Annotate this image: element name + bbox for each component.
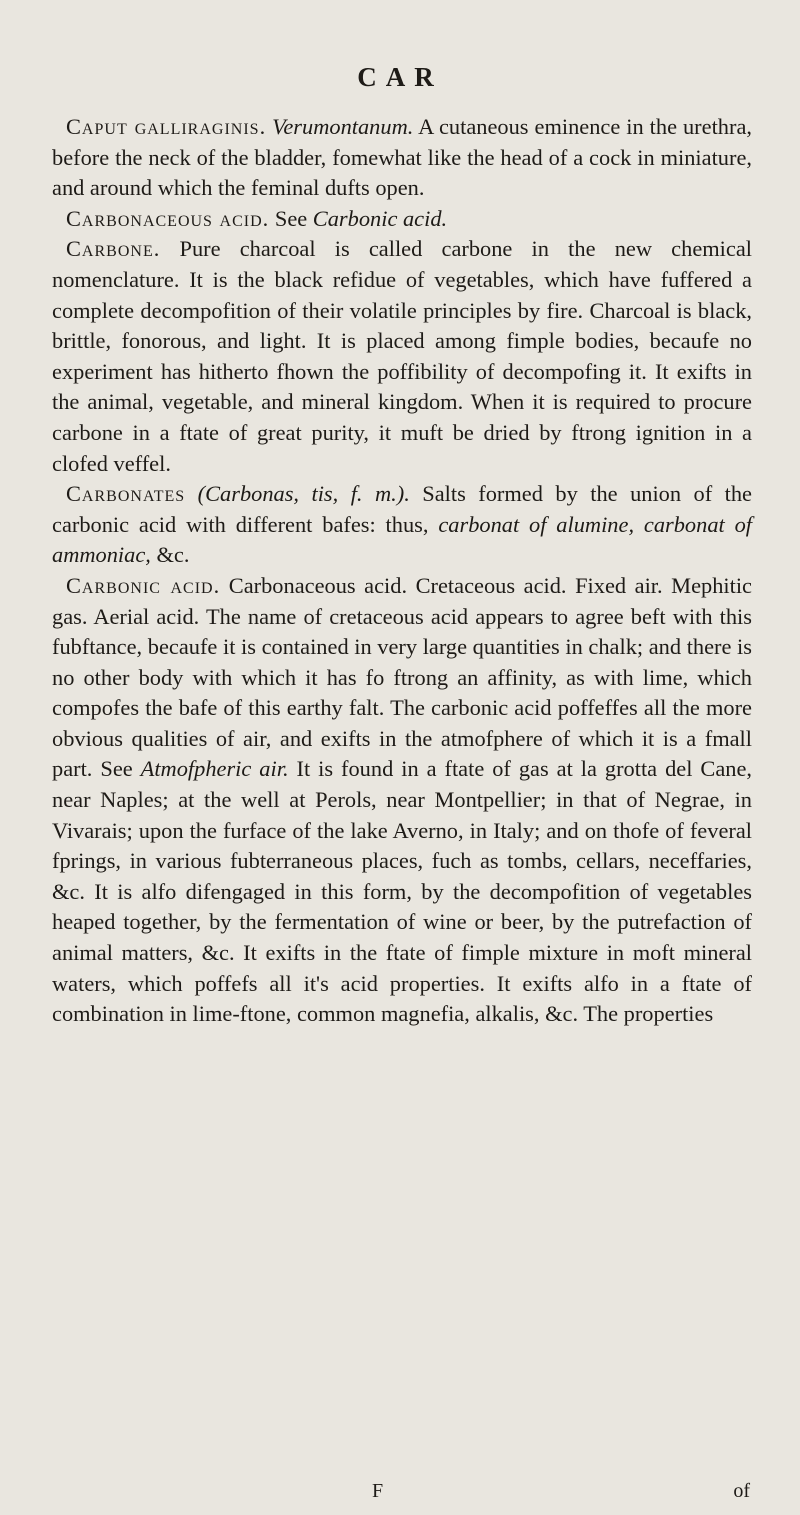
italic-examples: carbonat of alumine, carbonat of ammoniac, bbox=[52, 511, 753, 568]
definition-continued: It is found in a ftate of gas at la grotta del Cane, near Naples; at the well at Perols, near Montpellier; in that of Negrae, in Vivarais; upon the furface of the lake Averno, in Italy; and on thofe of feveral fprings, in various fubterraneous places, fuch as tombs, cellars, neceffaries, &c. It is alfo difengaged in this form, by the decompofition of vegetables heaped together, by the fermentation of wine or beer, by the putrefaction of animal matters, &c. It exifts in the ftate of fimple mixture in moft mineral waters, which poffefs all it's acid properties. It exifts alfo in a ftate of combination in lime-ftone, common magnefia, alkalis, &c. The properties bbox=[52, 756, 752, 1027]
definition: A cutaneous eminence in the urethra, before the neck of the bladder, fomewhat like the head of a cock in miniature, and around which the feminal dufts open. bbox=[52, 114, 752, 201]
page-footer bbox=[0, 1480, 800, 1510]
definition: Salts formed by the union of the carbonic acid with different bafes: thus, bbox=[52, 481, 752, 537]
headword: Carbonic acid. bbox=[66, 572, 221, 598]
headword: Carbonates bbox=[66, 481, 186, 507]
entry-carbonaceous-acid bbox=[52, 204, 752, 235]
italic-term: (Carbonas, tis, f. m.). bbox=[197, 481, 410, 507]
cross-reference: Carbonic acid. bbox=[312, 205, 448, 231]
entry-carbone bbox=[52, 234, 752, 479]
headword: Caput galliraginis. bbox=[66, 114, 267, 139]
cross-reference: Atmofpheric air. bbox=[140, 756, 289, 782]
catchword: of bbox=[733, 1480, 750, 1502]
definition: Carbonaceous acid. Cretaceous acid. Fixed air. Mephitic gas. Aerial acid. The name of cretaceous acid appears to agree beft with this fubftance, becaufe it is contained in very large quantities in chalk; and there is no other body with which it has fo ftrong an affinity, as with lime, which compofes the bafe of this earthy falt. The carbonic acid poffeffes all the more obvious qualities of air, and exifts in the atmofphere of which it is a fmall part. See bbox=[52, 572, 752, 782]
entry-caput-galliraginis bbox=[52, 112, 752, 204]
headword: Carbone. bbox=[66, 236, 161, 262]
headword: Carbonaceous acid. bbox=[66, 205, 270, 231]
entry-carbonates bbox=[52, 479, 752, 571]
signature-mark: F bbox=[372, 1480, 384, 1502]
body-text bbox=[52, 112, 752, 1030]
definition: See bbox=[269, 205, 313, 231]
definition: Pure charcoal is called carbone in the new chemical nomenclature. It is the black refidue of vegetables, which have fuffered a complete decompofition of their volatile principles by fire. Charcoal is black, brittle, fonorous, and light. It is placed among fimple bodies, becaufe no experiment has hitherto fhown the poffibility of decompofing it. It exifts in the animal, vegetable, and mineral kingdom. When it is required to procure carbone in a ftate of great purity, it muft be dried by ftrong ignition in a clofed veffel. bbox=[52, 236, 752, 476]
italic-term: Verumontanum. bbox=[272, 114, 414, 139]
definition-end: &c. bbox=[150, 542, 190, 568]
entry-carbonic-acid bbox=[52, 571, 752, 1030]
running-head: CAR bbox=[357, 62, 443, 92]
